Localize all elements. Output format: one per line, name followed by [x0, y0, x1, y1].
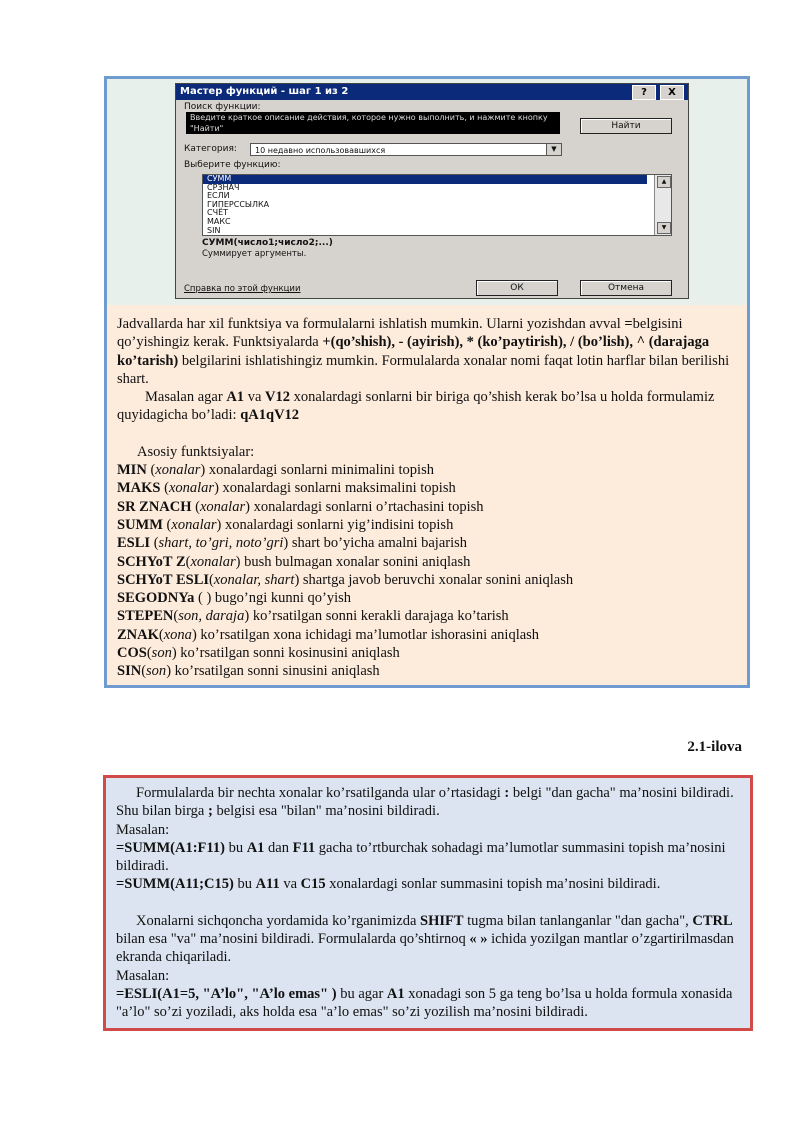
function-name: COS: [117, 645, 147, 662]
text: bilan esa "va" ma’nosini bildiradi. Formulalarda qo’shtirnoq: [116, 931, 470, 948]
function-definition: [117, 626, 741, 644]
spacer: [117, 425, 741, 443]
text: dan: [264, 839, 293, 856]
function-name: SUMM: [117, 516, 163, 533]
range-paragraph: [116, 784, 742, 821]
function-definitions: [117, 461, 741, 681]
text: ): [235, 553, 241, 570]
category-select[interactable]: [250, 143, 562, 156]
text: xonalardagi sonlar summasini topish ma’nosini bildiradi.: [325, 876, 661, 893]
example-label: Masalan:: [116, 821, 170, 838]
list-item[interactable]: ГИПЕРССЫЛКА: [207, 199, 270, 209]
scroll-down-icon[interactable]: ▼: [657, 222, 671, 234]
function-args: xonalar, shart: [213, 571, 295, 588]
text: Jadvallarda har xil funktsiya va formulalarni ishlatish mumkin. Ularni yozishdan avval: [117, 316, 625, 332]
function-desc: xonalardagi sonlarni yig’indisini topish: [221, 516, 454, 533]
text-bold: « »: [469, 931, 488, 948]
text: bu agar: [336, 985, 387, 1002]
function-definition: [117, 498, 741, 516]
help-button[interactable]: ?: [632, 85, 656, 100]
text: Masalan agar: [145, 389, 227, 406]
text: ): [245, 498, 250, 515]
function-desc: bugo’ngi kunni qo’yish: [211, 590, 352, 607]
text: ): [216, 516, 222, 533]
text-bold: V12: [265, 389, 290, 406]
text: ): [294, 571, 300, 588]
function-definition: [117, 662, 741, 680]
text: ): [166, 663, 172, 680]
function-desc: ko’rsatilgan xona ichidagi ma’lumotlar ishorasini aniqlash: [196, 626, 540, 643]
category-label: Категория:: [184, 144, 237, 154]
function-desc: xonalardagi sonlarni o’rtachasini topish: [249, 498, 484, 515]
function-name: ZNAK: [117, 626, 159, 643]
function-definition: [117, 534, 741, 552]
function-desc: ko’rsatilgan sonni kosinusini aniqlash: [176, 645, 400, 662]
example-label: Masalan:: [116, 967, 170, 984]
functions-info-box: [104, 76, 750, 688]
function-name: SCHYoT Z: [117, 553, 186, 570]
text: xonalardagi sonlarni bir biriga qo’shish kerak bo’lsa u holda formulamiz quyidagicha bo’ladi:: [117, 389, 715, 424]
select-function-label: Выберите функцию:: [184, 160, 281, 170]
list-item[interactable]: SIN: [207, 225, 221, 235]
function-name: STEPEN: [117, 608, 174, 625]
dialog-title: Мастер функций - шаг 1 из 2: [180, 86, 349, 97]
text: ichida yozilgan mantlar o’zgartirilmasdan ekranda chiqariladi.: [116, 931, 734, 966]
text: va: [279, 876, 301, 893]
formula-text: =ESLI(A1=5, "A’lo", "A’lo emas" ): [116, 985, 337, 1002]
function-list[interactable]: [202, 174, 672, 236]
text: ): [214, 480, 219, 497]
text: (: [209, 571, 214, 588]
example-paragraph: [117, 388, 741, 425]
text: (: [141, 663, 147, 680]
text-bold: A11: [255, 876, 280, 893]
formula-text: =SUMM(A1:F11): [116, 839, 225, 856]
text: gacha to’rtburchak sohadagi ma’lumotlar summasini topish ma’nosini bildiradi.: [116, 839, 726, 875]
text: (: [185, 553, 191, 570]
text: belgilarini ishlatishingiz mumkin. Formulalarda xonalar nomi faqat lotin harflar bilan berilishi shart.: [117, 352, 730, 387]
function-description: Суммирует аргументы.: [202, 249, 307, 259]
text: ): [171, 645, 177, 662]
search-input[interactable]: Введите краткое описание действия, которое нужно выполнить, и нажмите кнопку "Найти": [186, 112, 560, 134]
text: belgi "dan gacha" ma’nosini bildiradi. Shu bilan birga: [116, 785, 734, 820]
text: (: [158, 626, 164, 643]
text: xonadagi son 5 ga teng bo’lsa u holda formula xonasida "a’lo" so’zi yoziladi, aks holda esa "a’lo emas" so’zi yozilish ma’nosini bildiradi.: [116, 985, 733, 1021]
function-desc: ko’rsatilgan sonni kerakli darajaga ko’tarish: [249, 608, 509, 625]
text: (: [191, 498, 200, 515]
text-bold: CTRL: [692, 912, 733, 929]
function-definition: [117, 461, 741, 479]
function-name: SR ZNACH: [117, 498, 192, 515]
function-args: xonalar: [200, 498, 246, 515]
function-name: MAKS: [117, 480, 161, 497]
formula-text: =SUMM(A11;C15): [116, 876, 234, 893]
function-args: xonalar: [168, 480, 215, 497]
function-desc: xonalardagi sonlarni maksimalini topish: [218, 480, 456, 497]
function-name: SCHYoT ESLI: [117, 571, 210, 588]
find-button[interactable]: Найти: [580, 118, 672, 134]
function-desc: bush bulmagan xonalar sonini aniqlash: [240, 553, 471, 570]
functions-text: [117, 315, 741, 681]
text: Formulalarda bir nechta xonalar ko’rsatilganda ular o’rtasidagi: [136, 785, 505, 801]
text-bold: ;: [207, 803, 213, 820]
function-args: shart, to’gri, noto’gri: [158, 535, 284, 552]
function-signature: СУММ(число1;число2;...): [202, 238, 333, 248]
function-args: xonalar: [190, 553, 236, 570]
example-line: [116, 875, 742, 893]
close-button[interactable]: X: [660, 85, 684, 100]
text: bu: [224, 839, 247, 856]
spacer: [116, 894, 742, 912]
text-bold: SHIFT: [420, 912, 464, 929]
function-definition: [117, 553, 741, 571]
text: (: [146, 645, 152, 662]
text: belgisi esa "bilan" ma’nosini bildiradi.: [212, 803, 440, 820]
function-definition: [117, 644, 741, 662]
text: bu: [233, 876, 256, 893]
text-bold: A1: [226, 389, 245, 406]
function-definition: [117, 479, 741, 497]
function-args: xonalar: [155, 462, 201, 479]
operators-text: +(qo’shish), - (ayirish), * (ko’paytirish), / (bo’lish), ^ (darajaga ko’tarish): [117, 334, 710, 369]
intro-paragraph: [117, 315, 741, 388]
dialog-titlebar: [176, 84, 688, 100]
appendix-label: 2.1-ilova: [687, 739, 742, 755]
text-bold: F11: [292, 839, 316, 856]
function-definition: [117, 571, 741, 589]
function-name: MIN: [117, 462, 147, 479]
function-args: xona: [163, 626, 192, 643]
text-bold: =: [624, 316, 633, 332]
text: tugma bilan tanlanganlar "dan gacha",: [463, 912, 693, 929]
function-name: SEGODNYa: [117, 590, 195, 607]
function-desc: xonalardagi sonlarni minimalini topish: [205, 462, 434, 479]
list-item[interactable]: СЧЁТ: [207, 208, 229, 218]
list-scrollbar[interactable]: [654, 175, 671, 235]
text: ): [200, 462, 206, 479]
text-bold: A1: [246, 839, 265, 856]
function-args: son, daraja: [178, 608, 245, 625]
text: (: [160, 480, 169, 497]
text: ): [283, 535, 289, 552]
text: belgisini qo’yishingiz kerak. Funktsiyalarda: [117, 316, 683, 351]
category-value: 10 недавно использовавшихся: [255, 146, 386, 155]
selection-paragraph: [116, 912, 742, 967]
text: (: [194, 590, 207, 607]
function-definition: [117, 516, 741, 534]
text: (: [162, 516, 172, 533]
formulas-text: [116, 784, 742, 1022]
function-desc: shartga javob beruvchi xonalar sonini aniqlash: [299, 571, 574, 588]
text: ): [206, 590, 212, 607]
help-link[interactable]: Справка по этой функции: [184, 284, 301, 294]
list-item[interactable]: ЕСЛИ: [207, 191, 230, 201]
text: (: [173, 608, 179, 625]
function-name: ESLI: [117, 535, 151, 552]
list-item[interactable]: СРЗНАЧ: [207, 182, 240, 192]
function-args: son: [151, 645, 172, 662]
text: (: [146, 462, 156, 479]
text: ): [191, 626, 197, 643]
functions-heading: Asosiy funktsiyalar:: [137, 443, 255, 460]
chevron-down-icon[interactable]: ▼: [546, 144, 561, 155]
function-definition: [117, 607, 741, 625]
list-item[interactable]: МАКС: [207, 216, 231, 226]
text-bold: :: [504, 785, 510, 801]
cancel-button[interactable]: Отмена: [580, 280, 672, 296]
function-definition: [117, 589, 741, 607]
function-args: xonalar: [171, 516, 217, 533]
text: Xonalarni sichqoncha yordamida ko’rganimizda: [136, 912, 421, 929]
example-line: [116, 985, 742, 1022]
text-bold: C15: [300, 876, 326, 893]
search-label: Поиск функции:: [184, 102, 261, 112]
formulas-info-box: [103, 775, 753, 1031]
list-item[interactable]: СУММ: [203, 175, 647, 184]
text-bold: A1: [386, 985, 405, 1002]
scroll-up-icon[interactable]: ▲: [657, 176, 671, 188]
ok-button[interactable]: ОК: [476, 280, 558, 296]
function-args: son: [146, 663, 167, 680]
function-wizard-dialog: [175, 83, 689, 299]
text: va: [244, 389, 265, 406]
function-desc: ko’rsatilgan sonni sinusini aniqlash: [171, 663, 380, 680]
example-line: [116, 839, 742, 876]
function-desc: shart bo’yicha amalni bajarish: [288, 535, 468, 552]
dialog-screenshot: [107, 79, 747, 305]
text: (: [150, 535, 159, 552]
formula-text: qA1qV12: [240, 407, 300, 424]
function-name: SIN: [117, 663, 142, 680]
text: ): [244, 608, 250, 625]
